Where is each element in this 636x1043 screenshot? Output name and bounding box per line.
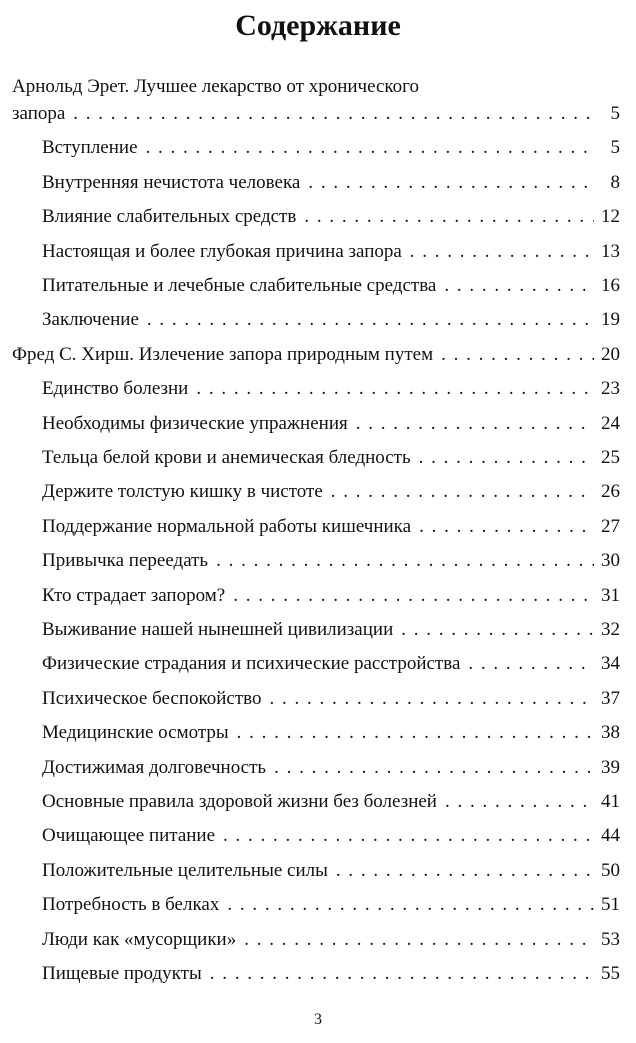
dot-leader	[468, 652, 594, 676]
toc-page-number: 31	[601, 584, 620, 606]
dot-leader	[147, 308, 594, 332]
toc-entry-title: Потребность в белках	[42, 894, 220, 916]
toc-page-number: 23	[601, 378, 620, 400]
toc-page-number: 39	[601, 756, 620, 778]
toc-entry-title: Привычка переедать	[42, 550, 209, 572]
toc-entry-title: Медицинские осмотры	[42, 722, 229, 744]
toc-page-number: 55	[601, 963, 620, 984]
toc-entry-title: Фред С. Хирш. Излечение запора природным путем	[12, 343, 434, 365]
toc-entry-title: Настоящая и более глубокая причина запора	[42, 240, 402, 262]
toc-page-number: 44	[601, 825, 620, 847]
toc-entry-title: Физические страдания и психические расстройства	[42, 653, 461, 675]
page-title: Содержание	[235, 9, 401, 42]
toc-entry-title: Выживание нашей нынешней цивилизации	[42, 619, 394, 640]
toc-entry-title: Положительные целительные силы	[42, 859, 328, 881]
dot-leader	[270, 687, 594, 711]
toc-entry-title: Держите толстую кишку в чистоте	[42, 481, 323, 503]
toc-page-number: 24	[601, 412, 620, 434]
toc-page-number: 8	[610, 171, 620, 193]
toc-entry-title: Необходимы физические упражнения	[42, 412, 348, 434]
dot-leader	[73, 102, 594, 126]
toc-page-number: 27	[601, 515, 620, 537]
toc-page-number: 30	[601, 550, 620, 572]
toc-entry-title: Основные правила здоровой жизни без болезней	[42, 791, 437, 812]
dot-leader	[233, 584, 594, 608]
toc-entry-title: Очищающее питание	[42, 825, 216, 847]
dot-leader	[237, 721, 594, 745]
toc-entry-title: Психическое беспокойство	[42, 687, 262, 709]
dot-leader	[196, 377, 594, 401]
dot-leader	[244, 928, 594, 952]
toc-entry-title: Влияние слабительных средств	[42, 206, 297, 228]
toc-page-number: 26	[601, 481, 620, 503]
dot-leader	[444, 274, 594, 298]
dot-leader	[274, 756, 594, 780]
toc-page-number: 50	[601, 859, 620, 881]
toc-entry-title: Поддержание нормальной работы кишечника	[42, 515, 412, 537]
toc-page-number: 5	[610, 137, 620, 159]
page-number: 3	[314, 1011, 322, 1028]
toc-entry-title: Пищевые продукты	[42, 963, 202, 984]
dot-leader	[227, 893, 594, 917]
dot-leader	[401, 618, 594, 642]
toc-page-number: 38	[601, 722, 620, 744]
dot-leader	[304, 205, 594, 229]
toc-page-number: 51	[601, 894, 620, 916]
dot-leader	[356, 412, 594, 436]
toc-entry-title: Арнольд Эрет. Лучшее лекарство от хронического	[12, 76, 420, 97]
toc-page-number: 5	[610, 103, 620, 124]
toc-entry-title: запора	[12, 103, 66, 124]
dot-leader	[210, 962, 594, 986]
toc-entry-title: Тельца белой крови и анемическая бледность	[42, 447, 411, 468]
toc-page-number: 37	[601, 687, 620, 709]
toc-entry-title: Единство болезни	[42, 378, 189, 400]
toc-entry-title: Питательные и лечебные слабительные средства	[42, 275, 437, 296]
toc-page-number: 34	[601, 653, 620, 675]
toc-page-number: 25	[601, 447, 620, 468]
toc-page-number: 20	[601, 343, 620, 365]
dot-leader	[419, 515, 594, 539]
toc-entry-title: Кто страдает запором?	[42, 584, 226, 606]
dot-leader	[441, 343, 594, 367]
toc-entry-title: Заключение	[42, 309, 139, 331]
dot-leader	[223, 824, 594, 848]
toc-page-number: 13	[601, 240, 620, 262]
toc-entry-title: Вступление	[42, 137, 138, 159]
dot-leader	[336, 859, 594, 883]
dot-leader	[146, 136, 594, 160]
toc-page-number: 12	[601, 206, 620, 228]
toc-page-number: 32	[601, 619, 620, 640]
toc-page-number: 53	[601, 928, 620, 950]
toc-page-number: 16	[601, 275, 620, 296]
toc-entry-title: Достижимая долговечность	[42, 756, 267, 778]
dot-leader	[216, 549, 594, 573]
toc-page-number: 19	[601, 309, 620, 331]
toc-page-number: 41	[601, 791, 620, 812]
dot-leader	[445, 790, 594, 814]
dot-leader	[331, 480, 594, 504]
toc-entry-title: Внутренняя нечистота человека	[42, 171, 301, 193]
toc-entry-title: Люди как «мусорщики»	[42, 928, 237, 950]
dot-leader	[308, 171, 594, 195]
dot-leader	[410, 240, 594, 264]
dot-leader	[419, 446, 594, 470]
